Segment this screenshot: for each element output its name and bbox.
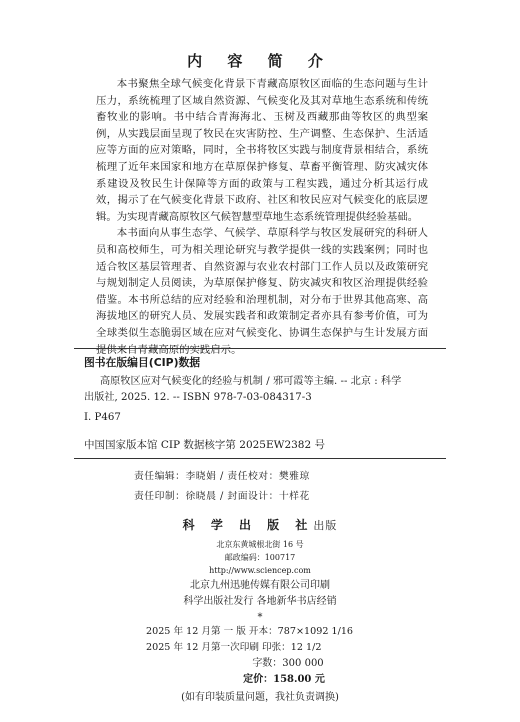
summary-title: 内 容 简 介 — [187, 52, 333, 70]
publisher-name — [0, 516, 520, 533]
cip-heading: 图书在版编目(CIP)数据 — [84, 356, 201, 369]
summary-paragraph-1: 本书聚焦全球气候变化背景下青藏高原牧区面临的生态问题与生计压力，系统梳理了区域自然资源、气候变化及其对草地生态系统和传统畜牧业的影响。书中结合青海海北、玉树及西藏那曲等牧区的典型案例，从实践层面呈现了牧民在灾害防控、生产调整、生态保护、生活适应等方面的应对策略，同时，全书将牧区实践与制度背景相结合，系统梳理了近年来国家和地方在草原保护修复、草畜平衡管理、防灾减灾体系建设及牧民生计保障等方面的政策与工程实践，通过分析其运行成效，揭示了在气候变化背景下政府、社区和牧民应对气候变化的底层逻辑。为实现青藏高原牧区气候智慧型草地生态系统管理提供经验基础。 — [96, 78, 428, 223]
publisher-postcode: 邮政编码：100717 — [224, 553, 296, 562]
publisher-website: http://www.sciencep.com — [209, 566, 311, 575]
publisher-logo-text: 科 学 出 版 社 — [182, 518, 314, 532]
printing-line: 2025 年 12 月第一次印刷 印张：12 1/2 — [146, 642, 322, 653]
cip-top-rule — [74, 348, 446, 349]
cip-line-2: 出版社, 2025. 12. -- ISBN 978-7-03-084317-3 — [84, 392, 312, 403]
credits-line-1: 责任编辑：李晓娟 / 责任校对：樊雅琼 — [134, 471, 310, 482]
cip-bottom-rule — [74, 458, 446, 459]
publisher-suffix: 出版 — [313, 519, 338, 532]
cip-record — [84, 374, 444, 426]
price: 定价：158.00 元 — [243, 674, 325, 685]
quality-note: (如有印装质量问题，我社负责调换) — [181, 692, 339, 703]
word-count: 字数：300 000 — [252, 658, 324, 669]
separator-star: * — [257, 612, 263, 623]
distribution-line: 科学出版社发行 各地新华书店经销 — [183, 596, 337, 607]
publisher-address: 北京东黄城根北街 16 号 — [216, 540, 304, 549]
printer-line: 北京九州迅驰传媒有限公司印刷 — [190, 580, 330, 591]
summary-paragraph-2: 本书面向从事生态学、气候学、草原科学与牧区发展研究的科研人员和高校师生，可为相关理论研究与教学提供一线的实践案例；同时也适合牧区基层管理者、自然资源与农业农村部门工作人员以及政策研究与规划制定人员阅读，为草原保护修复、防灾减灾和牧区治理提供经验借鉴。本书所总结的应对经验和治理机制，对分布于世界其他高寒、高海拔地区的研究人员、发展实践者和政策制定者亦具有参考价值，可为全球类似生态脆弱区域在应对气候变化、协调生态保护与生计发展方面提供来自青藏高原的实践启示。 — [96, 227, 428, 356]
edition-line: 2025 年 12 月第 一 版 开本：787×1092 1/16 — [146, 626, 354, 637]
cip-line-1: 高原牧区应对气候变化的经验与机制 / 邪可霞等主编. -- 北京 : 科学 — [100, 376, 402, 387]
summary-body — [96, 76, 428, 358]
credits-line-2: 责任印制：徐晓晨 / 封面设计：十样花 — [134, 491, 310, 502]
cip-record-number: 中国国家版本馆 CIP 数据核字第 2025EW2382 号 — [84, 439, 325, 451]
cip-classification: Ⅰ. P467 — [84, 412, 121, 423]
